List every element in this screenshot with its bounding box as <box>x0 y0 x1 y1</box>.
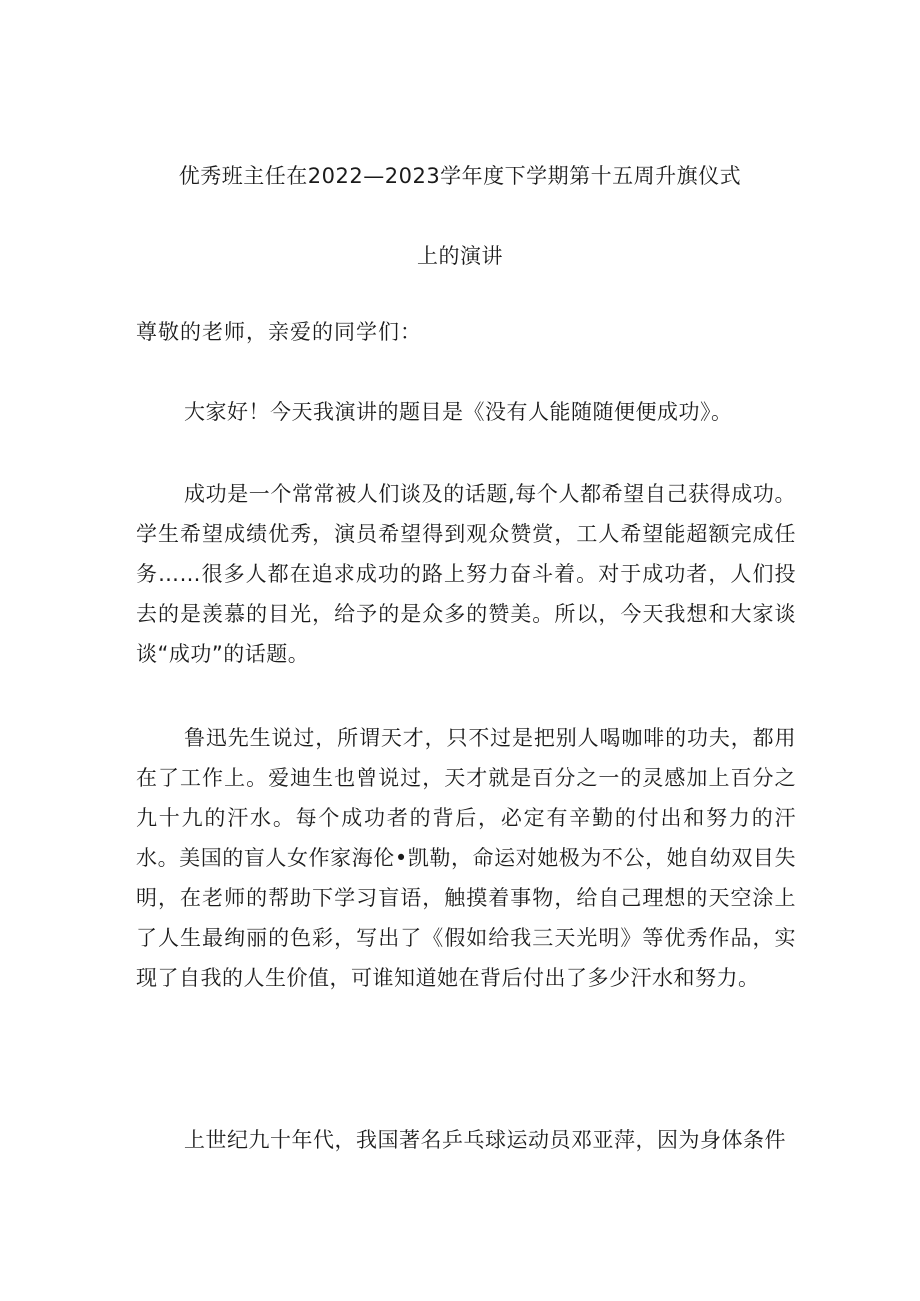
document-title-line-1: 优秀班主任在2022—2023学年度下学期第十五周升旗仪式 <box>178 164 742 188</box>
paragraph-success-topic: 成功是一个常常被人们谈及的话题,每个人都希望自己获得成功。学生希望成绩优秀，演员希望得到观众赞赏，工人希望能超额完成任务……很多人都在追求成功的路上努力奋斗着。对于成功者，人们投去的是羡慕的目光，给予的是众多的赞美。所以，今天我想和大家谈谈“成功”的话题。 <box>136 482 796 666</box>
paragraph-deng-yaping: 上世纪九十年代，我国著名乒乓球运动员邓亚萍，因为身体条件 <box>184 1128 786 1152</box>
document-title-line-2: 上的演讲 <box>417 244 503 268</box>
salutation: 尊敬的老师，亲爱的同学们： <box>136 320 422 344</box>
paragraph-genius-examples: 鲁迅先生说过，所谓天才，只不过是把别人喝咖啡的功夫，都用在了工作上。爱迪生也曾说过，天才就是百分之一的灵感加上百分之九十九的汗水。每个成功者的背后，必定有辛勤的付出和努力的汗水。美国的盲人女作家海伦•凯勒，命运对她极为不公，她自幼双目失明，在老师的帮助下学习盲语，触摸着事物，给自己理想的天空涂上了人生最绚丽的色彩，写出了《假如给我三天光明》等优秀作品，实现了自我的人生价值，可谁知道她在背后付出了多少汗水和努力。 <box>136 726 796 990</box>
paragraph-greeting: 大家好！今天我演讲的题目是《没有人能随随便便成功》。 <box>184 400 733 424</box>
